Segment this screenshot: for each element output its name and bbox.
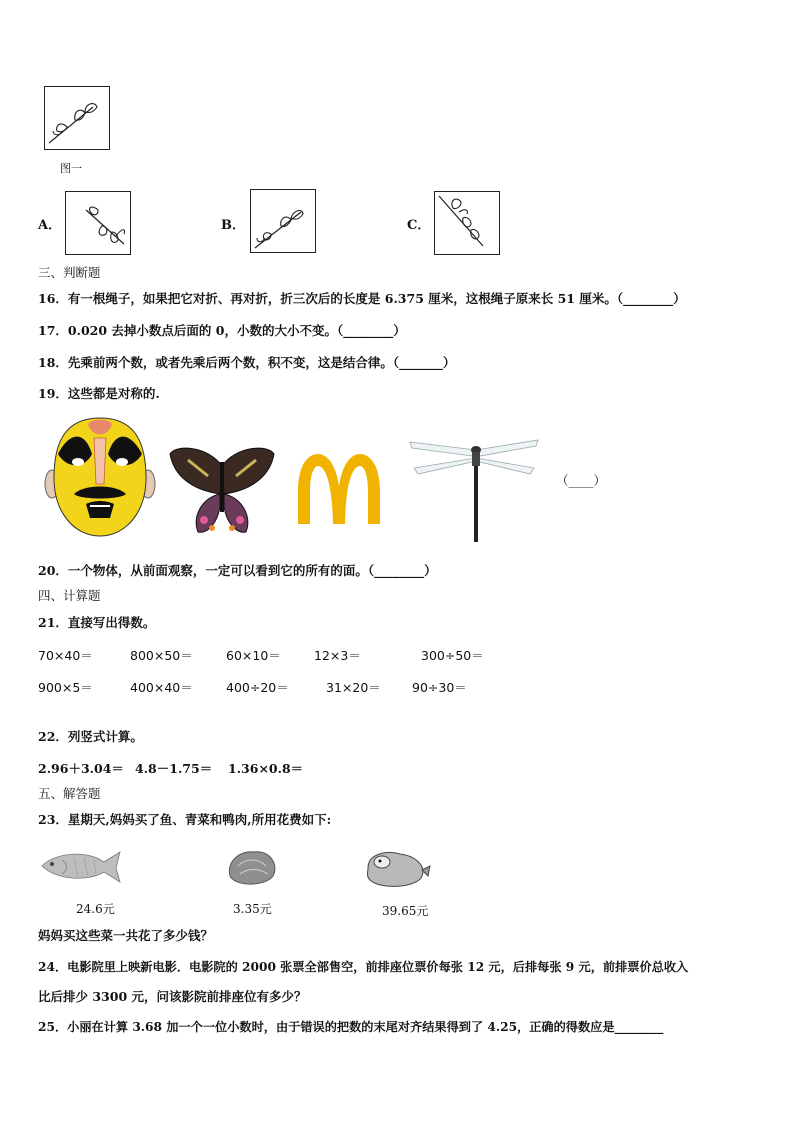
question-19: 19．这些都是对称的.	[38, 386, 160, 401]
option-a-box[interactable]	[65, 191, 131, 255]
calc-item: 300÷50＝	[421, 648, 484, 663]
question-18: 18．先乘前两个数，或者先乘后两个数，积不变，这是结合律。（_______）	[38, 355, 456, 370]
calc-item: 400×40＝	[130, 680, 193, 695]
vertical-calc-item: 4.8－1.75＝	[135, 761, 213, 776]
question-22: 22．列竖式计算。	[38, 729, 143, 744]
option-b-label: B．	[221, 218, 245, 233]
calc-item: 400÷20＝	[226, 680, 289, 695]
cabbage-price: 3.35元	[233, 902, 272, 916]
question-25: 25．小丽在计算 3.68 加一个一位小数时，由于错误的把数的末尾对齐结果得到了 4.25，正确的得数应是________	[38, 1020, 664, 1034]
question-21: 21．直接写出得数。	[38, 615, 156, 630]
calc-item: 800×50＝	[130, 648, 193, 663]
figure-caption: 图一	[60, 162, 82, 175]
option-c-box[interactable]	[434, 191, 500, 255]
section-title-calculation: 四、计算题	[38, 588, 101, 603]
opera-mask-image	[44, 414, 156, 540]
question-16: 16．有一根绳子，如果把它对折、再对折，折三次后的长度是 6.375 厘米，这根绳子原来长 51 厘米。（________）	[38, 291, 686, 306]
leaf-branch-icon	[435, 192, 499, 254]
duck-price: 39.65元	[382, 904, 429, 918]
calc-item: 90÷30＝	[412, 680, 467, 695]
calc-item: 900×5＝	[38, 680, 93, 695]
option-a-label: A．	[38, 218, 62, 233]
leaf-branch-icon	[66, 192, 130, 254]
question-17: 17．0.020 去掉小数点后面的 0，小数的大小不变。（________）	[38, 323, 406, 338]
figure-1-box	[44, 86, 110, 150]
dragonfly-image	[404, 432, 542, 544]
question-19-answer-blank[interactable]: （____）	[556, 473, 607, 488]
section-title-judgement: 三、判断题	[38, 265, 101, 280]
leaf-branch-icon	[45, 87, 109, 149]
section-title-answers: 五、解答题	[38, 786, 101, 801]
calc-item: 31×20＝	[326, 680, 381, 695]
question-24-line-2: 比后排少 3300 元，问该影院前排座位有多少？	[38, 989, 307, 1004]
option-b-box[interactable]	[250, 189, 316, 253]
vertical-calc-item: 2.96＋3.04＝	[38, 761, 124, 776]
leaf-branch-icon	[251, 190, 315, 252]
butterfly-image	[168, 446, 276, 536]
question-20: 20．一个物体，从前面观察，一定可以看到它的所有的面。（________）	[38, 563, 437, 578]
question-23: 23．星期天,妈妈买了鱼、青菜和鸭肉,所用花费如下:	[38, 812, 332, 827]
question-24-line-1: 24．电影院里上映新电影．电影院的 2000 张票全部售空，前排座位票价每张 12 元，后排每张 9 元，前排票价总收入	[38, 960, 689, 974]
mcdonalds-logo-image	[296, 452, 382, 524]
vertical-calc-item: 1.36×0.8＝	[228, 761, 304, 776]
fish-price: 24.6元	[76, 902, 115, 916]
calc-item: 70×40＝	[38, 648, 93, 663]
fish-image	[38, 846, 122, 888]
question-23-prompt: 妈妈买这些菜一共花了多少钱？	[38, 928, 214, 943]
duck-image	[360, 846, 432, 892]
option-c-label: C．	[407, 218, 431, 233]
calc-item: 12×3＝	[314, 648, 361, 663]
cabbage-image	[224, 846, 280, 890]
calc-item: 60×10＝	[226, 648, 281, 663]
